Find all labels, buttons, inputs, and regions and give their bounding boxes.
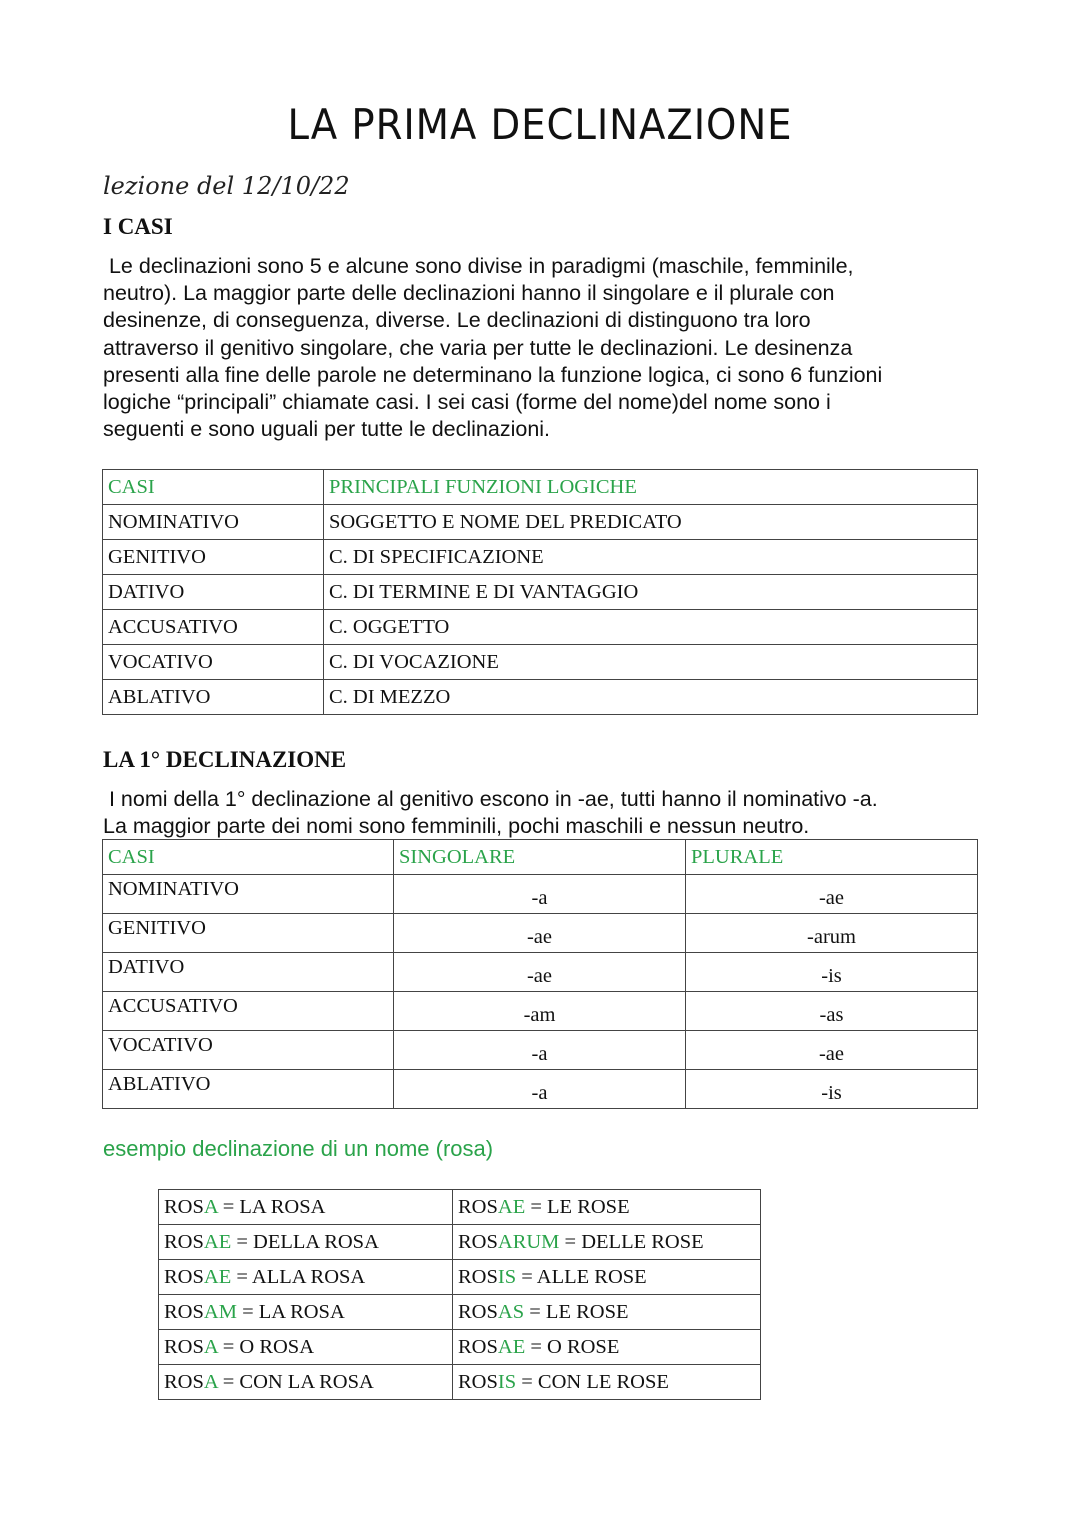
case-cell: VOCATIVO xyxy=(103,1031,394,1070)
case-cell: VOCATIVO xyxy=(103,645,324,680)
translation: = CON LE ROSE xyxy=(516,1370,669,1393)
lesson-date: lezione del 12/10/22 xyxy=(103,172,350,200)
table-row xyxy=(103,914,978,953)
translation: = ALLA ROSA xyxy=(231,1265,366,1288)
translation: = LE ROSE xyxy=(524,1300,629,1323)
case-cell: NOMINATIVO xyxy=(103,875,394,914)
singular-form-cell xyxy=(159,1330,453,1365)
function-cell: C. DI MEZZO xyxy=(324,680,978,715)
plural-ending-cell: -is xyxy=(686,953,978,992)
ending: IS xyxy=(497,1370,517,1393)
singular-form-cell xyxy=(159,1225,453,1260)
singular-ending-cell: -a xyxy=(394,875,686,914)
case-cell: ABLATIVO xyxy=(103,1070,394,1109)
function-cell: C. DI VOCAZIONE xyxy=(324,645,978,680)
translation: = DELLE ROSE xyxy=(559,1230,704,1253)
singular-form-cell xyxy=(159,1190,453,1225)
case-cell: NOMINATIVO xyxy=(103,505,324,540)
table-header-row xyxy=(103,470,978,505)
stem: ROS xyxy=(458,1195,498,1218)
stem: ROS xyxy=(164,1265,204,1288)
table-row xyxy=(159,1295,761,1330)
declension-endings-table xyxy=(102,839,978,1109)
case-cell: DATIVO xyxy=(103,575,324,610)
plural-ending-cell: -as xyxy=(686,992,978,1031)
plural-form-cell xyxy=(453,1365,761,1400)
paragraph-line: seguenti e sono uguali per tutte le declinazioni. xyxy=(103,417,551,442)
case-cell: ACCUSATIVO xyxy=(103,992,394,1031)
stem: ROS xyxy=(458,1370,498,1393)
singular-ending-cell: -a xyxy=(394,1031,686,1070)
table-row xyxy=(103,953,978,992)
table-row xyxy=(159,1260,761,1295)
paragraph-line: presenti alla fine delle parole ne determinano la funzione logica, ci sono 6 funzioni xyxy=(103,362,883,387)
table-row xyxy=(103,505,978,540)
paragraph-line: I nomi della 1° declinazione al genitivo escono in -ae, tutti hanno il nominativo -a. xyxy=(103,787,878,811)
translation: = LE ROSE xyxy=(525,1195,630,1218)
plural-ending-cell: -arum xyxy=(686,914,978,953)
paragraph-line: La maggior parte dei nomi sono femminili, pochi maschili e nessun neutro. xyxy=(103,814,810,839)
section-heading-first-declension: LA 1° DECLINAZIONE xyxy=(103,747,347,772)
table-row xyxy=(103,610,978,645)
paragraph-line: logiche “principali” chiamate casi. I sei casi (forme del nome)del nome sono i xyxy=(103,390,831,415)
paragraph-line: Le declinazioni sono 5 e alcune sono divise in paradigmi (maschile, femminile, xyxy=(103,254,854,278)
table-row xyxy=(103,875,978,914)
ending: ARUM xyxy=(497,1230,560,1253)
table-row xyxy=(103,540,978,575)
paragraph-line: desinenze, di conseguenza, diverse. Le declinazioni di distinguono tra loro xyxy=(103,308,811,333)
stem: ROS xyxy=(164,1370,204,1393)
stem: ROS xyxy=(164,1230,204,1253)
case-cell: ACCUSATIVO xyxy=(103,610,324,645)
table-row xyxy=(103,680,978,715)
page-title: LA PRIMA DECLINAZIONE xyxy=(287,100,793,149)
table-row xyxy=(159,1365,761,1400)
example-heading: esempio declinazione di un nome (rosa) xyxy=(103,1136,494,1161)
table-row xyxy=(103,992,978,1031)
header-cell: PLURALE xyxy=(686,840,978,875)
stem: ROS xyxy=(458,1230,498,1253)
paragraph-line: attraverso il genitivo singolare, che varia per tutte le declinazioni. Le desinenza xyxy=(103,335,853,360)
singular-form-cell xyxy=(159,1365,453,1400)
stem: ROS xyxy=(458,1335,498,1358)
header-cell: SINGOLARE xyxy=(394,840,686,875)
singular-ending-cell: -am xyxy=(394,992,686,1031)
stem: ROS xyxy=(458,1265,498,1288)
table-row xyxy=(103,575,978,610)
translation: = DELLA ROSA xyxy=(231,1230,379,1253)
ending: AE xyxy=(203,1265,232,1288)
ending: A xyxy=(203,1370,218,1393)
translation: = O ROSA xyxy=(217,1335,315,1358)
case-cell: DATIVO xyxy=(103,953,394,992)
translation: = LA ROSA xyxy=(236,1300,345,1323)
function-cell: C. DI SPECIFICAZIONE xyxy=(324,540,978,575)
ending: IS xyxy=(497,1265,517,1288)
translation: = ALLE ROSE xyxy=(516,1265,647,1288)
ending: AS xyxy=(497,1300,525,1323)
plural-ending-cell: -is xyxy=(686,1070,978,1109)
section-heading-casi: I CASI xyxy=(103,214,173,239)
intro-paragraph xyxy=(103,253,983,443)
singular-form-cell xyxy=(159,1295,453,1330)
header-cell: CASI xyxy=(103,840,394,875)
rosa-example-table xyxy=(158,1189,761,1400)
case-cell: ABLATIVO xyxy=(103,680,324,715)
table-row xyxy=(159,1330,761,1365)
plural-form-cell xyxy=(453,1225,761,1260)
table-row xyxy=(103,1031,978,1070)
header-cell: CASI xyxy=(103,470,324,505)
singular-ending-cell: -ae xyxy=(394,953,686,992)
plural-form-cell xyxy=(453,1295,761,1330)
ending: A xyxy=(203,1195,218,1218)
singular-ending-cell: -a xyxy=(394,1070,686,1109)
singular-ending-cell: -ae xyxy=(394,914,686,953)
plural-form-cell xyxy=(453,1190,761,1225)
function-cell: SOGGETTO E NOME DEL PREDICATO xyxy=(324,505,978,540)
plural-ending-cell: -ae xyxy=(686,1031,978,1070)
ending: A xyxy=(203,1335,218,1358)
case-cell: GENITIVO xyxy=(103,540,324,575)
plural-form-cell xyxy=(453,1330,761,1365)
paragraph-line: neutro). La maggior parte delle declinazioni hanno il singolare e il plurale con xyxy=(103,281,835,306)
plural-ending-cell: -ae xyxy=(686,875,978,914)
stem: ROS xyxy=(164,1195,204,1218)
stem: ROS xyxy=(164,1300,204,1323)
case-cell: GENITIVO xyxy=(103,914,394,953)
translation: = LA ROSA xyxy=(217,1195,326,1218)
ending: AE xyxy=(203,1230,232,1253)
function-cell: C. OGGETTO xyxy=(324,610,978,645)
plural-form-cell xyxy=(453,1260,761,1295)
ending: AE xyxy=(497,1195,526,1218)
declension-paragraph xyxy=(103,786,983,840)
translation: = O ROSE xyxy=(525,1335,620,1358)
table-row xyxy=(103,645,978,680)
singular-form-cell xyxy=(159,1260,453,1295)
stem: ROS xyxy=(458,1300,498,1323)
cases-functions-table xyxy=(102,469,978,715)
table-header-row xyxy=(103,840,978,875)
ending: AM xyxy=(203,1300,237,1323)
translation: = CON LA ROSA xyxy=(217,1370,374,1393)
stem: ROS xyxy=(164,1335,204,1358)
header-cell: PRINCIPALI FUNZIONI LOGICHE xyxy=(324,470,978,505)
function-cell: C. DI TERMINE E DI VANTAGGIO xyxy=(324,575,978,610)
ending: AE xyxy=(497,1335,526,1358)
table-row xyxy=(159,1225,761,1260)
table-row xyxy=(159,1190,761,1225)
table-row xyxy=(103,1070,978,1109)
